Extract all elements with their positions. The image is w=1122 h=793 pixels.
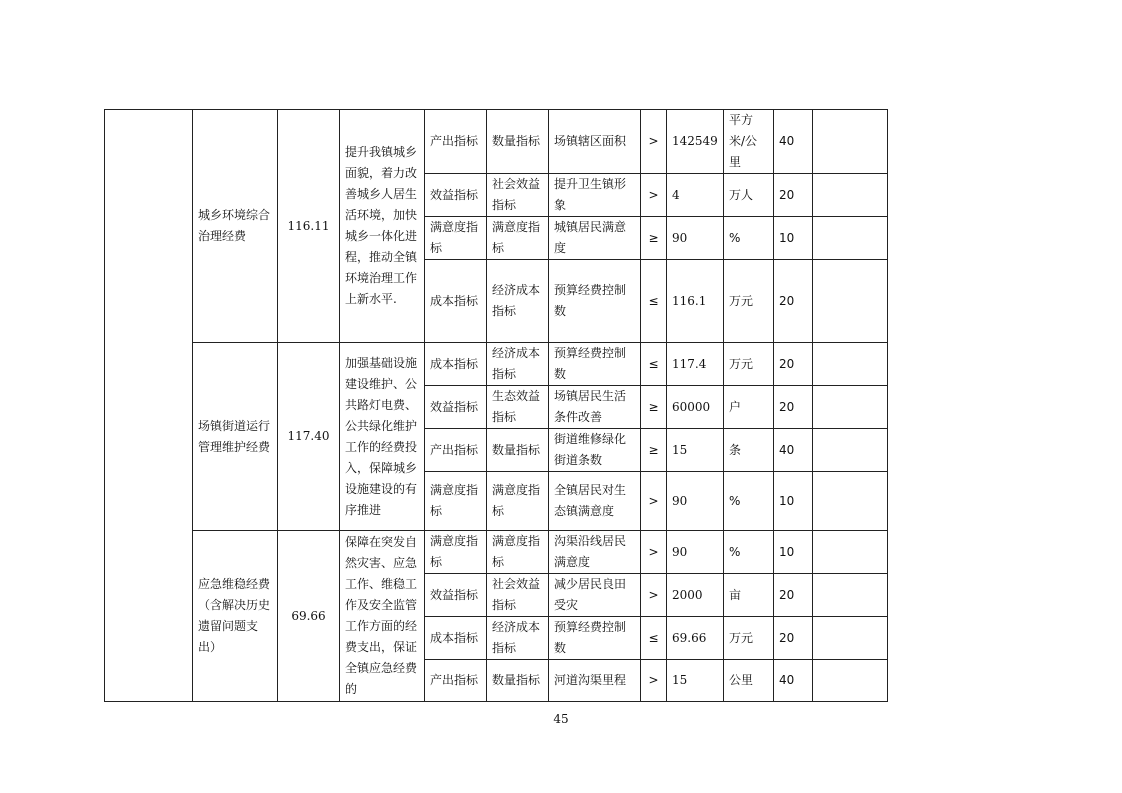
comparison-operator: ≥ <box>641 429 667 472</box>
target-value: 2000 <box>667 574 724 617</box>
indicator-name: 沟渠沿线居民满意度 <box>549 531 641 574</box>
target-value: 90 <box>667 472 724 531</box>
target-value: 4 <box>667 174 724 217</box>
unit: 万元 <box>724 260 774 343</box>
table-row <box>105 110 888 174</box>
indicator-name: 预算经费控制数 <box>549 260 641 343</box>
unit: % <box>724 531 774 574</box>
weight: 10 <box>774 217 813 260</box>
empty-cell <box>813 429 888 472</box>
empty-cell <box>813 472 888 531</box>
level1-indicator: 成本指标 <box>425 617 487 660</box>
unit: 万人 <box>724 174 774 217</box>
level2-indicator: 社会效益指标 <box>487 574 549 617</box>
level1-indicator: 满意度指标 <box>425 472 487 531</box>
level1-indicator: 效益指标 <box>425 174 487 217</box>
target-value: 90 <box>667 217 724 260</box>
target-value: 116.1 <box>667 260 724 343</box>
level1-indicator: 成本指标 <box>425 260 487 343</box>
empty-cell <box>813 531 888 574</box>
level1-indicator: 满意度指标 <box>425 217 487 260</box>
comparison-operator: > <box>641 110 667 174</box>
empty-cell <box>813 260 888 343</box>
weight: 20 <box>774 343 813 386</box>
target-value: 142549 <box>667 110 724 174</box>
weight: 10 <box>774 472 813 531</box>
level1-indicator: 满意度指标 <box>425 531 487 574</box>
table-row <box>105 531 888 574</box>
level2-indicator: 生态效益指标 <box>487 386 549 429</box>
comparison-operator: ≤ <box>641 260 667 343</box>
project-amount: 69.66 <box>278 531 340 702</box>
project-goal: 保障在突发自然灾害、应急工作、维稳工作及安全监管工作方面的经费支出，保证全镇应急经费的 <box>340 531 425 702</box>
empty-cell <box>813 574 888 617</box>
level2-indicator: 经济成本指标 <box>487 260 549 343</box>
empty-cell <box>813 660 888 702</box>
comparison-operator: > <box>641 472 667 531</box>
weight: 40 <box>774 429 813 472</box>
indicator-name: 预算经费控制数 <box>549 343 641 386</box>
project-name: 场镇街道运行管理维护经费 <box>193 343 278 531</box>
target-value: 90 <box>667 531 724 574</box>
page-number: 45 <box>553 712 569 726</box>
empty-cell <box>813 343 888 386</box>
unit: 户 <box>724 386 774 429</box>
unit: % <box>724 217 774 260</box>
unit: 公里 <box>724 660 774 702</box>
level1-indicator: 效益指标 <box>425 574 487 617</box>
indicator-name: 全镇居民对生态镇满意度 <box>549 472 641 531</box>
comparison-operator: ≤ <box>641 617 667 660</box>
indicator-name: 提升卫生镇形象 <box>549 174 641 217</box>
level2-indicator: 满意度指标 <box>487 531 549 574</box>
comparison-operator: > <box>641 174 667 217</box>
comparison-operator: ≤ <box>641 343 667 386</box>
weight: 40 <box>774 660 813 702</box>
weight: 20 <box>774 260 813 343</box>
weight: 20 <box>774 386 813 429</box>
level1-indicator: 产出指标 <box>425 660 487 702</box>
project-name: 应急维稳经费（含解决历史遗留问题支出） <box>193 531 278 702</box>
comparison-operator: ≥ <box>641 217 667 260</box>
empty-cell <box>813 617 888 660</box>
indicator-name: 城镇居民满意度 <box>549 217 641 260</box>
project-amount: 116.11 <box>278 110 340 343</box>
level2-indicator: 满意度指标 <box>487 217 549 260</box>
project-name: 城乡环境综合治理经费 <box>193 110 278 343</box>
target-value: 15 <box>667 660 724 702</box>
target-value: 60000 <box>667 386 724 429</box>
level1-indicator: 产出指标 <box>425 429 487 472</box>
level2-indicator: 数量指标 <box>487 660 549 702</box>
weight: 40 <box>774 110 813 174</box>
indicator-name: 减少居民良田受灾 <box>549 574 641 617</box>
comparison-operator: > <box>641 660 667 702</box>
indicator-name: 河道沟渠里程 <box>549 660 641 702</box>
weight: 10 <box>774 531 813 574</box>
performance-table <box>104 109 888 702</box>
comparison-operator: > <box>641 574 667 617</box>
level1-indicator: 产出指标 <box>425 110 487 174</box>
indicator-name: 场镇居民生活条件改善 <box>549 386 641 429</box>
level2-indicator: 社会效益指标 <box>487 174 549 217</box>
project-goal: 提升我镇城乡面貌，着力改善城乡人居生活环境，加快城乡一体化进程，推动全镇环境治理工作上新水平. <box>340 110 425 343</box>
indicator-name: 街道维修绿化街道条数 <box>549 429 641 472</box>
comparison-operator: ≥ <box>641 386 667 429</box>
weight: 20 <box>774 574 813 617</box>
target-value: 15 <box>667 429 724 472</box>
empty-cell <box>813 386 888 429</box>
empty-cell <box>813 174 888 217</box>
level2-indicator: 经济成本指标 <box>487 617 549 660</box>
empty-cell <box>813 217 888 260</box>
outer-blank-cell <box>105 110 193 702</box>
project-goal: 加强基础设施建设维护、公共路灯电费、公共绿化维护工作的经费投入，保障城乡设施建设的有序推进 <box>340 343 425 531</box>
level2-indicator: 数量指标 <box>487 429 549 472</box>
unit: 万元 <box>724 617 774 660</box>
level1-indicator: 成本指标 <box>425 343 487 386</box>
level2-indicator: 数量指标 <box>487 110 549 174</box>
indicator-name: 场镇辖区面积 <box>549 110 641 174</box>
table-row <box>105 343 888 386</box>
target-value: 69.66 <box>667 617 724 660</box>
target-value: 117.4 <box>667 343 724 386</box>
empty-cell <box>813 110 888 174</box>
unit: 万元 <box>724 343 774 386</box>
weight: 20 <box>774 174 813 217</box>
weight: 20 <box>774 617 813 660</box>
indicator-name: 预算经费控制数 <box>549 617 641 660</box>
unit: 亩 <box>724 574 774 617</box>
level2-indicator: 满意度指标 <box>487 472 549 531</box>
unit: 条 <box>724 429 774 472</box>
level2-indicator: 经济成本指标 <box>487 343 549 386</box>
unit: % <box>724 472 774 531</box>
comparison-operator: > <box>641 531 667 574</box>
project-amount: 117.40 <box>278 343 340 531</box>
unit: 平方米/公里 <box>724 110 774 174</box>
level1-indicator: 效益指标 <box>425 386 487 429</box>
